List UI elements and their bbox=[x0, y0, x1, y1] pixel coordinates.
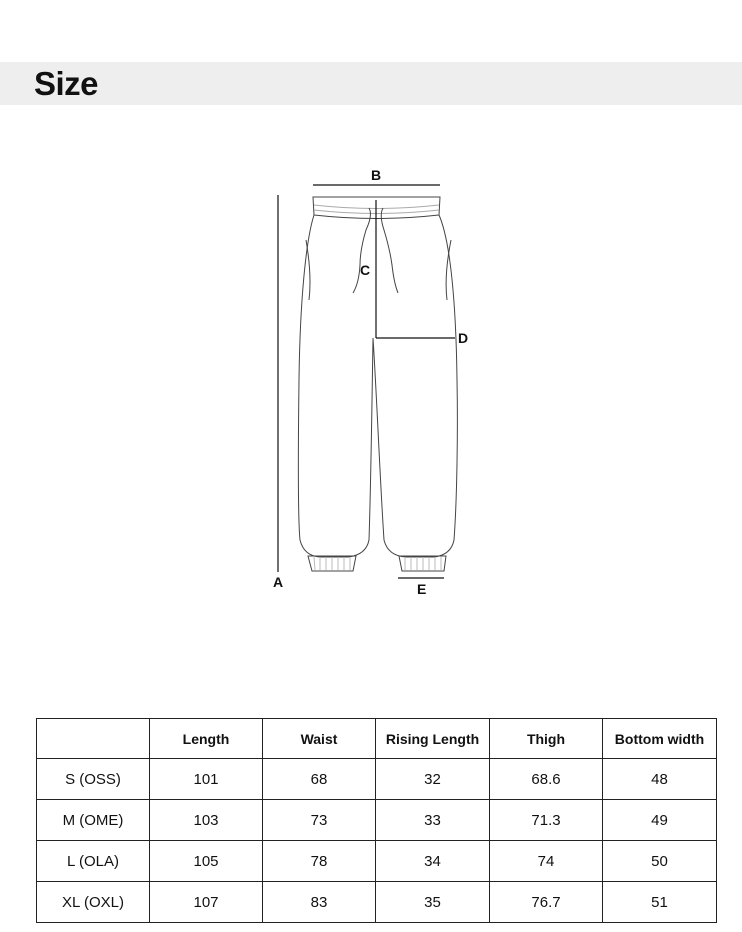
length-cell: 105 bbox=[150, 841, 263, 882]
size-table bbox=[36, 718, 717, 923]
waist-cell: 68 bbox=[263, 759, 376, 800]
label-d: D bbox=[458, 330, 469, 346]
rising-length-cell: 35 bbox=[376, 882, 490, 923]
pants-diagram bbox=[0, 150, 742, 610]
drawstring-right bbox=[381, 208, 398, 293]
header-cell: Length bbox=[150, 719, 263, 759]
size-cell: L (OLA) bbox=[37, 841, 150, 882]
header-cell: Rising Length bbox=[376, 719, 490, 759]
size-cell: M (OME) bbox=[37, 800, 150, 841]
bottom-width-cell: 50 bbox=[603, 841, 717, 882]
table-row bbox=[37, 800, 717, 841]
page-title: Size bbox=[34, 65, 99, 102]
thigh-cell: 76.7 bbox=[490, 882, 603, 923]
drawstring-left bbox=[353, 208, 370, 293]
thigh-cell: 74 bbox=[490, 841, 603, 882]
header-cell bbox=[37, 719, 150, 759]
size-cell: XL (OXL) bbox=[37, 882, 150, 923]
bottom-width-cell: 51 bbox=[603, 882, 717, 923]
waist-cell: 83 bbox=[263, 882, 376, 923]
label-e: E bbox=[417, 581, 427, 597]
label-a: A bbox=[273, 574, 284, 590]
rising-length-cell: 34 bbox=[376, 841, 490, 882]
size-cell: S (OSS) bbox=[37, 759, 150, 800]
length-cell: 101 bbox=[150, 759, 263, 800]
rising-length-cell: 33 bbox=[376, 800, 490, 841]
table-row bbox=[37, 841, 717, 882]
length-cell: 107 bbox=[150, 882, 263, 923]
length-cell: 103 bbox=[150, 800, 263, 841]
thigh-cell: 71.3 bbox=[490, 800, 603, 841]
thigh-cell: 68.6 bbox=[490, 759, 603, 800]
label-c: C bbox=[360, 262, 371, 278]
label-b: B bbox=[371, 167, 382, 183]
title-bar bbox=[0, 62, 742, 105]
waist-cell: 73 bbox=[263, 800, 376, 841]
waist-cell: 78 bbox=[263, 841, 376, 882]
rising-length-cell: 32 bbox=[376, 759, 490, 800]
table-header-row bbox=[37, 719, 717, 759]
pants-outline bbox=[298, 215, 457, 557]
bottom-width-cell: 48 bbox=[603, 759, 717, 800]
table-row bbox=[37, 882, 717, 923]
header-cell: Thigh bbox=[490, 719, 603, 759]
bottom-width-cell: 49 bbox=[603, 800, 717, 841]
header-cell: Waist bbox=[263, 719, 376, 759]
table-row bbox=[37, 759, 717, 800]
header-cell: Bottom width bbox=[603, 719, 717, 759]
